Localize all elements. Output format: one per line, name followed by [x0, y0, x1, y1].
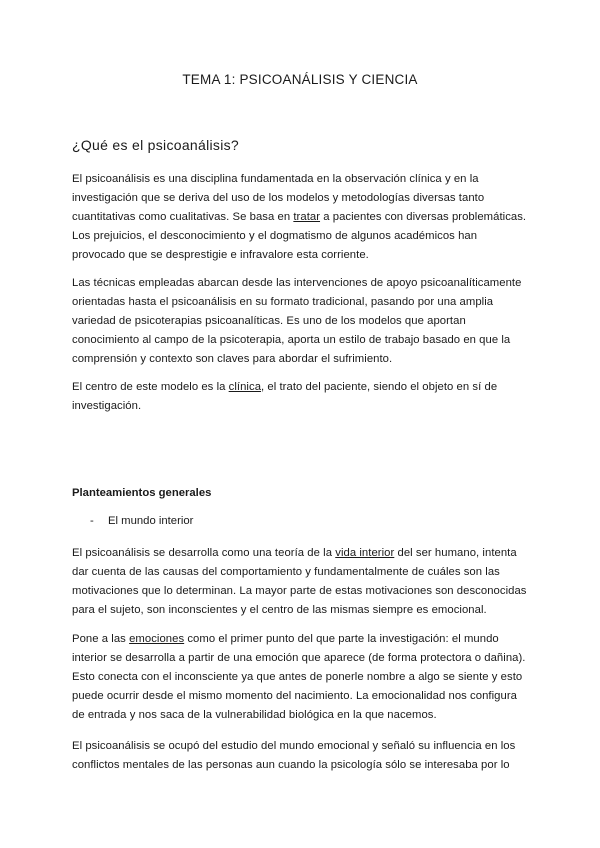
bullet-dash: - — [90, 515, 94, 527]
document-title: TEMA 1: PSICOANÁLISIS Y CIENCIA — [182, 72, 418, 87]
underlined-term-tratar: tratar — [293, 211, 321, 223]
subsection-heading: Planteamientos generales — [72, 487, 212, 499]
paragraph-3: El centro de este modelo es la clínica, el trato del paciente, siendo el objeto en sí de investigación. — [72, 381, 498, 412]
underlined-term-clinica: clínica — [228, 381, 262, 393]
paragraph-2: Las técnicas empleadas abarcan desde las intervenciones de apoyo psicoanalíticamente orientadas hasta el psicoanálisis en su formato tradicional, pasando por una amplia variedad de psicoterapias psicoanalíticas. Es uno de los modelos que aportan conocimiento al campo de la psicoterapia, aporta un estilo de trabajo basado en que la comprensión y contexto son claves para abordar el sufrimiento. — [72, 277, 522, 365]
paragraph-5: Pone a las emociones como el primer punto del que parte la investigación: el mundo interior se desarrolla a partir de una emoción que aparece (de forma protectora o dañina). Esto conecta con el inconsciente ya que antes de ponerle nombre a algo se siente y esto puede ocurrir desde el mismo momento del nacimiento. La emocionalidad nos configura de entrada y nos saca de la vulnerabilidad biológica en la que nacemos. — [72, 633, 526, 721]
underlined-term-vida-interior: vida interior — [335, 547, 395, 559]
section-heading: ¿Qué es el psicoanálisis? — [72, 137, 240, 153]
paragraph-1: El psicoanálisis es una disciplina fundamentada en la observación clínica y en la investigación que se deriva del uso de los modelos y metodologías diversas tanto cuantitativas como cualitativas. Se basa en tratar a pacientes con diversas problemáticas. Los prejuicios, el desconocimiento y el dogmatismo de algunos académicos han provocado que se desprestigie e infravalore esta corriente. — [72, 173, 527, 261]
paragraph-6: El psicoanálisis se ocupó del estudio del mundo emocional y señaló su influencia en los conflictos mentales de las personas aun cuando la psicología sólo se interesaba por lo — [72, 740, 516, 771]
bullet-item: - El mundo interior — [90, 515, 194, 527]
paragraph-4: El psicoanálisis se desarrolla como una teoría de la vida interior del ser humano, intenta dar cuenta de las causas del comportamiento y fundamentalmente de cuáles son las motivaciones que lo determinan. La mayor parte de estas motivaciones son desconocidas para el sujeto, son inconscientes y el centro de las mismas siempre es emocional. — [72, 547, 527, 616]
underlined-term-emociones: emociones — [129, 633, 185, 645]
